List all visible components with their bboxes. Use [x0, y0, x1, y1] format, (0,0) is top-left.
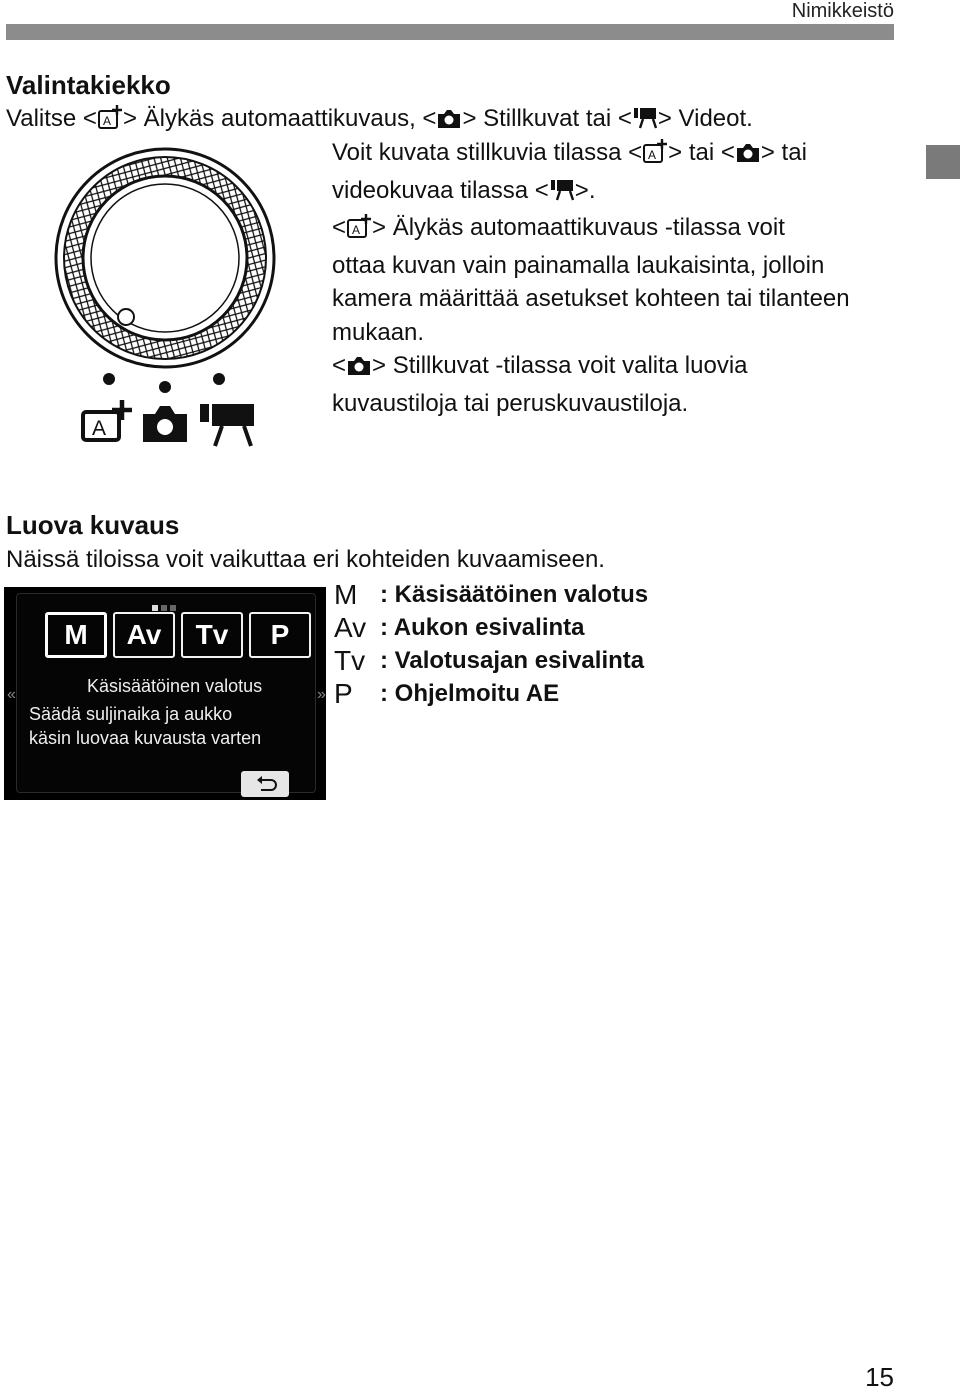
- page-dot: [152, 605, 158, 611]
- camera-icon: [346, 353, 372, 387]
- dial-position-dot: [159, 381, 171, 393]
- scene-intelligent-auto-icon: [80, 398, 136, 449]
- text: videokuvaa tilassa <: [332, 176, 549, 204]
- back-button[interactable]: [241, 771, 289, 797]
- text: Valitse <: [6, 105, 97, 132]
- text: > Stillkuvat tai <: [462, 105, 632, 132]
- chapter-tab: [926, 145, 960, 179]
- page-dot: [161, 605, 167, 611]
- text: > tai <: [668, 139, 735, 166]
- mode-symbol: Av: [334, 612, 367, 643]
- svg-text:A: A: [648, 148, 657, 162]
- mode-description: : Valotusajan esivalinta: [380, 647, 645, 674]
- lcd-mode-title: Käsisäätöinen valotus: [87, 676, 263, 696]
- scroll-right-icon[interactable]: »: [317, 686, 326, 703]
- page-dot: [170, 605, 176, 611]
- movie-icon: [632, 106, 658, 140]
- text-line: mukaan.: [332, 318, 425, 346]
- text: > Älykäs automaattikuvaus, <: [122, 105, 437, 132]
- section-title: Nimikkeistö: [791, 0, 894, 22]
- dial-heading: Valintakiekko: [6, 70, 171, 100]
- scene-intelligent-auto-icon: [97, 104, 123, 140]
- mode-symbol: P: [334, 678, 353, 709]
- text-line: [332, 136, 850, 174]
- text: Voit kuvata stillkuvia tilassa <: [332, 139, 643, 166]
- text-line: kamera määrittää asetukset kohteen tai tilanteen: [332, 285, 850, 312]
- text-line: kuvaustiloja tai peruskuvaustiloja.: [332, 389, 689, 417]
- text: >.: [574, 176, 596, 204]
- movie-icon: [198, 400, 256, 455]
- text: <: [332, 352, 347, 379]
- mode-description: : Aukon esivalinta: [380, 614, 585, 641]
- creative-intro: Näissä tiloissa voit vaikuttaa eri kohteiden kuvaamiseen.: [6, 546, 605, 573]
- mode-button-m[interactable]: M: [45, 612, 107, 658]
- creative-mode-list: [334, 578, 648, 710]
- mode-dial-illustration: [52, 146, 278, 379]
- text: > Videot.: [657, 105, 753, 132]
- mode-symbol: M: [334, 579, 358, 610]
- movie-icon: [549, 178, 575, 212]
- dial-intro: [6, 102, 753, 140]
- creative-heading: Luova kuvaus: [6, 510, 180, 540]
- dial-position-dot: [213, 373, 225, 385]
- camera-icon: [735, 140, 761, 174]
- mode-button-p[interactable]: P: [249, 612, 311, 658]
- mode-symbol: Tv: [334, 645, 366, 676]
- scroll-left-icon[interactable]: «: [7, 686, 16, 703]
- camera-icon: [140, 404, 190, 449]
- svg-text:A: A: [352, 223, 361, 237]
- mode-button-av[interactable]: Av: [113, 612, 175, 658]
- text: <: [332, 214, 347, 241]
- list-item: [334, 611, 648, 644]
- text-line: [332, 211, 850, 249]
- lcd-description-line: käsin luovaa kuvausta varten: [29, 728, 262, 748]
- list-item: [334, 578, 648, 611]
- camera-icon: [436, 106, 462, 140]
- mode-button-tv[interactable]: Tv: [181, 612, 243, 658]
- mode-description: : Käsisäätöinen valotus: [380, 581, 649, 608]
- text-line: ottaa kuvan vain painamalla laukaisinta, jolloin: [332, 251, 825, 279]
- return-icon: [241, 771, 289, 797]
- text: > Stillkuvat -tilassa voit valita luovia: [372, 352, 748, 379]
- text-line: [332, 349, 850, 387]
- mode-description: : Ohjelmoitu AE: [380, 680, 560, 707]
- scene-intelligent-auto-icon: [346, 213, 372, 249]
- header-divider: [6, 24, 894, 40]
- scene-intelligent-auto-icon: [642, 138, 668, 174]
- text-line: [332, 174, 850, 212]
- dial-description: [332, 136, 850, 420]
- list-item: [334, 677, 648, 710]
- lcd-panel: [7, 593, 326, 793]
- dial-position-dot: [103, 373, 115, 385]
- list-item: [334, 644, 648, 677]
- text: > tai: [760, 139, 807, 166]
- camera-lcd-screen: [4, 587, 326, 800]
- text: > Älykäs automaattikuvaus -tilassa voit: [372, 214, 785, 241]
- lcd-description-line: Säädä suljinaika ja aukko: [29, 704, 233, 724]
- svg-text:A: A: [102, 114, 111, 128]
- page-number: 15: [865, 1362, 894, 1392]
- svg-text:A: A: [92, 417, 107, 440]
